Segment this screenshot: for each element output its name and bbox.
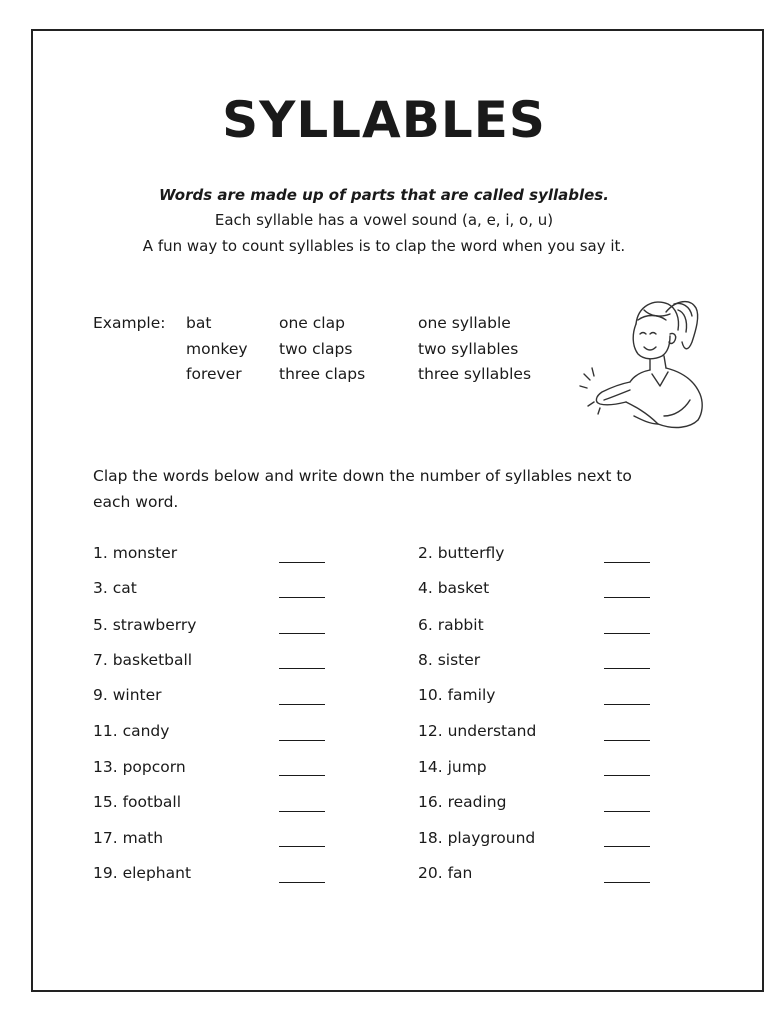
answer-blank[interactable] [604,811,650,812]
word-item: 7. basketball [93,651,193,669]
girl-clapping-icon [574,290,708,438]
word-item: 6. rabbit [418,616,484,634]
example-syllables: three syllables [418,365,532,383]
answer-blank[interactable] [604,775,650,776]
example-syllables: one syllable [418,314,511,332]
word-item: 19. elephant [93,864,192,882]
example-claps: two claps [279,340,353,358]
answer-blank[interactable] [604,704,650,705]
answer-blank[interactable] [279,811,325,812]
word-item: 3. cat [93,579,137,597]
answer-blank[interactable] [279,633,325,634]
answer-blank[interactable] [604,597,650,598]
answer-blank[interactable] [279,562,325,563]
word-item: 20. fan [418,864,473,882]
answer-blank[interactable] [279,775,325,776]
example-claps: one clap [279,314,345,332]
word-item: 9. winter [93,686,162,704]
answer-blank[interactable] [279,668,325,669]
word-item: 4. basket [418,579,490,597]
example-claps: three claps [279,365,366,383]
word-item: 5. strawberry [93,616,197,634]
example-word: bat [186,314,212,332]
page-title: SYLLABLES [222,91,546,149]
answer-blank[interactable] [604,740,650,741]
word-item: 14. jump [418,758,487,776]
word-item: 16. reading [418,793,507,811]
instructions-line-2: each word. [93,493,179,511]
word-item: 1. monster [93,544,178,562]
word-item: 15. football [93,793,182,811]
word-item: 8. sister [418,651,481,669]
answer-blank[interactable] [279,846,325,847]
answer-blank[interactable] [604,882,650,883]
example-word: monkey [186,340,248,358]
answer-blank[interactable] [604,633,650,634]
example-word: forever [186,365,242,383]
word-item: 11. candy [93,722,170,740]
answer-blank[interactable] [279,597,325,598]
intro-line-3: A fun way to count syllables is to clap the word when you say it. [142,237,626,255]
word-item: 18. playground [418,829,536,847]
word-item: 2. butterfly [418,544,505,562]
answer-blank[interactable] [604,562,650,563]
word-item: 13. popcorn [93,758,186,776]
intro-line-1: Words are made up of parts that are called syllables. [159,186,609,204]
word-item: 17. math [93,829,164,847]
example-syllables: two syllables [418,340,519,358]
answer-blank[interactable] [279,740,325,741]
answer-blank[interactable] [604,846,650,847]
word-item: 10. family [418,686,496,704]
instructions-line-1: Clap the words below and write down the number of syllables next to [93,467,632,485]
answer-blank[interactable] [279,882,325,883]
intro-line-2: Each syllable has a vowel sound (a, e, i, o, u) [214,211,554,229]
word-item: 12. understand [418,722,537,740]
answer-blank[interactable] [604,668,650,669]
answer-blank[interactable] [279,704,325,705]
example-label: Example: [93,314,166,332]
